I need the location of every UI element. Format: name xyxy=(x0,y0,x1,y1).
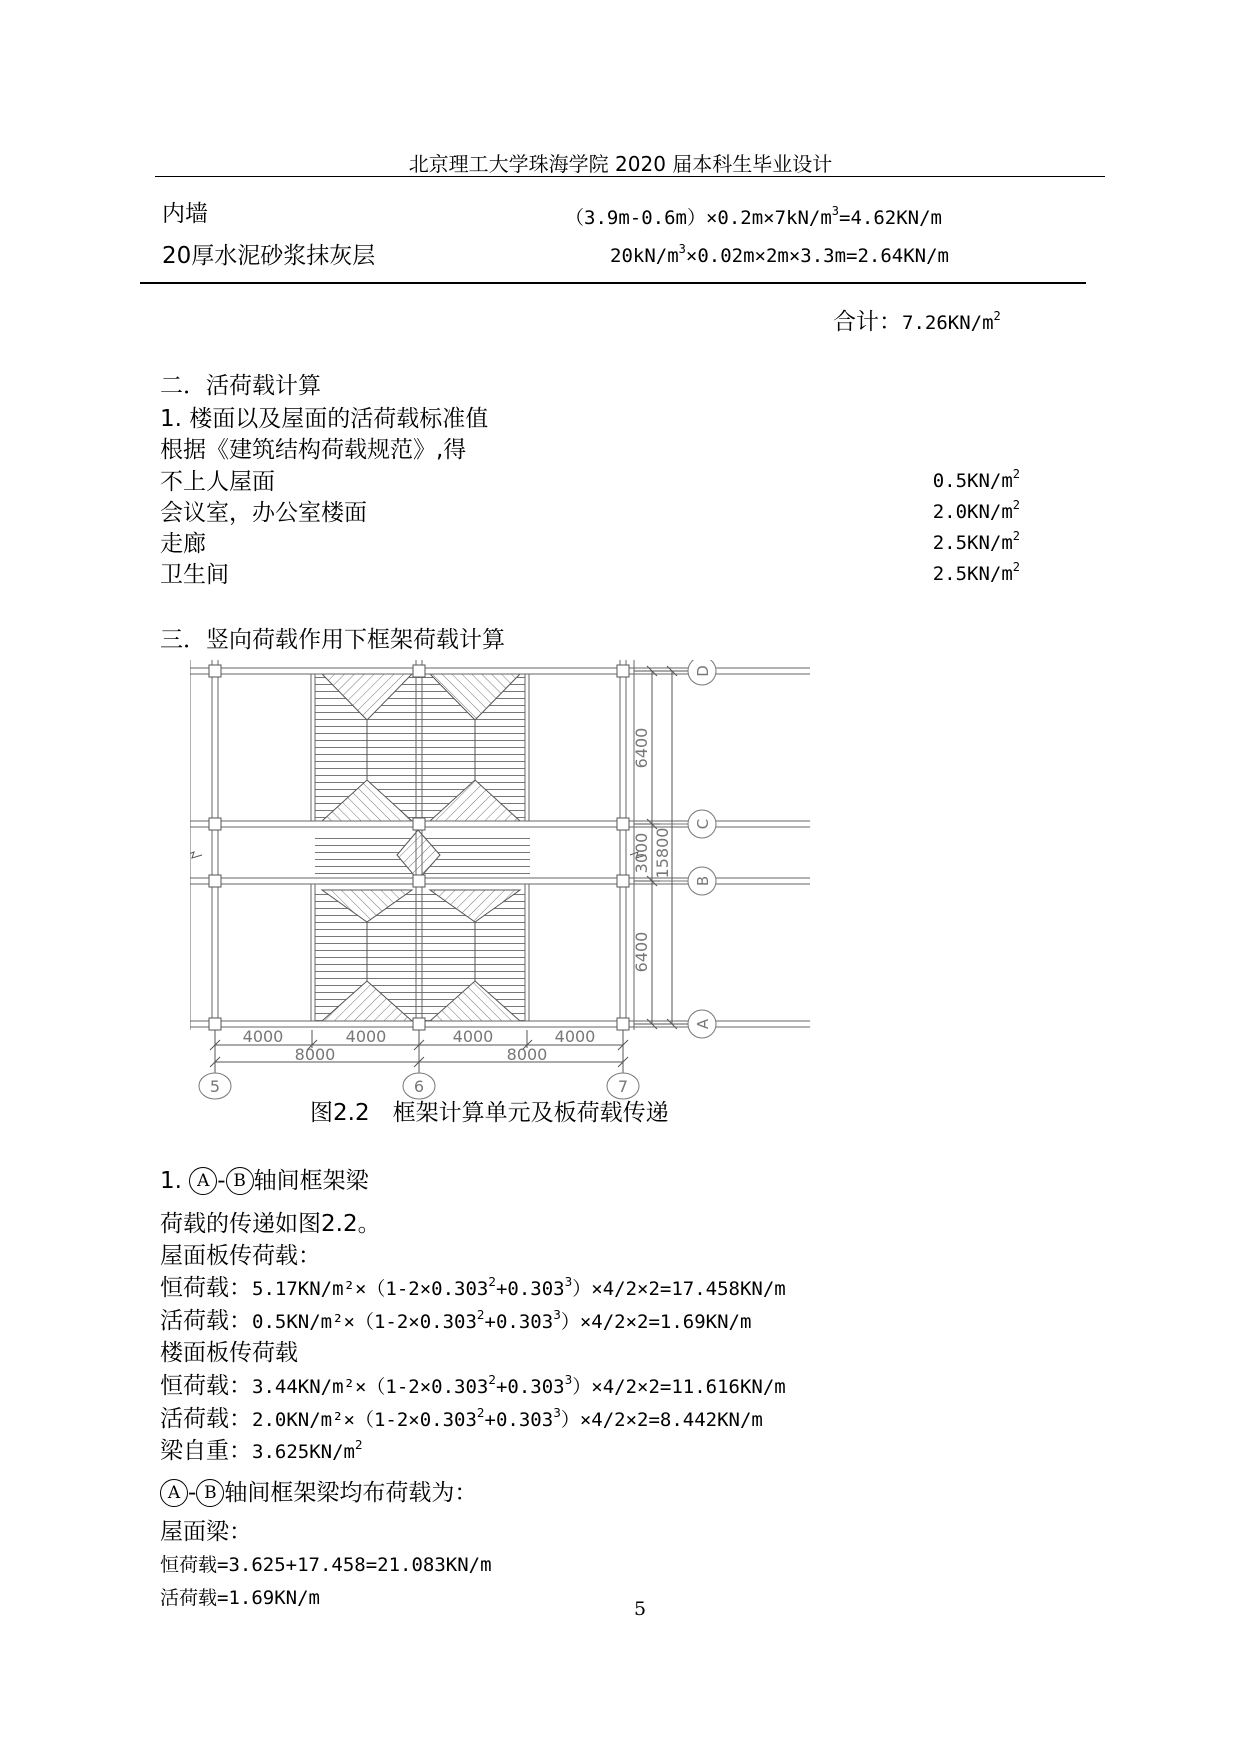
live-load-label-corridor: 走廊 xyxy=(160,531,206,557)
roof-beam-dead-load: 恒荷载=3.625+17.458=21.083KN/m xyxy=(160,1554,492,1576)
roof-beam-heading: 屋面梁： xyxy=(160,1519,252,1545)
total-line: 合计：$7.26KN/m^2$ xyxy=(833,309,1001,335)
svg-text:4000: 4000 xyxy=(345,1027,387,1046)
roof-dead-load-line: 恒荷载：$5.17KN/m^2\times(1-2\times 0.303^2+0.303^3)\times 4/2\times 2=17.458KN/m$ xyxy=(160,1275,786,1301)
axis-b-symbol: B xyxy=(226,1167,254,1195)
row-label-inner-wall: 内墙 xyxy=(162,201,208,227)
axis-label-C: C xyxy=(694,818,712,830)
live-load-label-office: 会议室，办公室楼面 xyxy=(160,500,367,526)
live-load-value-office: $2.0KN/m^2$ xyxy=(932,498,1020,523)
page-header-title: 北京理工大学珠海学院 2020 届本科生毕业设计 xyxy=(408,152,833,176)
live-load-value-corridor: $2.5KN/m^2$ xyxy=(932,529,1020,554)
section2-subheading: 1. 楼面以及屋面的活荷载标准值 xyxy=(160,406,489,432)
live-load-label-toilet: 卫生间 xyxy=(160,562,229,588)
svg-text:8000: 8000 xyxy=(294,1045,336,1064)
figure-caption: 图2.2 框架计算单元及板荷载传递 xyxy=(310,1100,669,1126)
floor-slab-heading: 楼面板传荷载 xyxy=(160,1340,298,1366)
svg-text:4000: 4000 xyxy=(452,1027,494,1046)
svg-text:4000: 4000 xyxy=(554,1027,596,1046)
axis-label-D: D xyxy=(694,665,712,677)
roof-slab-heading: 屋面板传荷载： xyxy=(160,1243,321,1269)
roof-beam-live-load: 活荷载=1.69KN/m xyxy=(160,1587,320,1609)
roof-live-load-line: 活荷载：$0.5KN/m^2\times(1-2\times 0.303^2+0.303^3)\times 4/2\times 2=1.69KN/m$ xyxy=(160,1308,752,1334)
section2-intro: 根据《建筑结构荷载规范》,得 xyxy=(160,437,467,463)
row-formula-plaster: $20kN/m^3\times 0.02m\times 2m\times 3.3m=2.64KN/m$ xyxy=(610,242,949,267)
section3-heading: 三．竖向荷载作用下框架荷载计算 xyxy=(160,627,505,653)
live-load-value-roof: $0.5KN/m^2$ xyxy=(932,467,1020,492)
axis-b-symbol: B xyxy=(196,1479,224,1507)
floor-dead-load-line: 恒荷载：$3.44KN/m^2\times(1-2\times 0.303^2+0.303^3)\times 4/2\times 2=11.616KN/m$ xyxy=(160,1373,786,1399)
live-load-label-roof: 不上人屋面 xyxy=(160,469,275,495)
row-formula-inner-wall: $(3.9m-0.6m)\times 0.2m\times 7kN/m^3=4.62KN/m$ xyxy=(565,204,942,229)
axis-label-7: 7 xyxy=(617,1077,629,1096)
axis-label-6: 6 xyxy=(413,1077,425,1096)
axis-label-5: 5 xyxy=(209,1077,221,1096)
svg-text:8000: 8000 xyxy=(506,1045,548,1064)
live-load-value-toilet: $2.5KN/m^2$ xyxy=(932,560,1020,585)
table-bottom-rule xyxy=(140,282,1086,284)
svg-text:4000: 4000 xyxy=(242,1027,284,1046)
beam-self-weight-line: 梁自重：$3.625KN/m^2$ xyxy=(160,1438,363,1464)
break-mark-left xyxy=(190,852,202,858)
svg-text:6400: 6400 xyxy=(632,727,651,769)
axis-a-symbol: A xyxy=(160,1479,188,1507)
floor-live-load-line: 活荷载：$2.0KN/m^2\times(1-2\times 0.303^2+0.303^3)\times 4/2\times 2=8.442KN/m$ xyxy=(160,1406,763,1432)
svg-text:15800: 15800 xyxy=(653,827,672,879)
frame-load-transfer-diagram xyxy=(190,660,810,1100)
axis-a-symbol: A xyxy=(189,1167,217,1195)
header-rule xyxy=(155,176,1105,177)
section3-1-heading: 1. A - B 轴间框架梁 xyxy=(160,1168,369,1194)
load-transfer-note: 荷载的传递如图2.2。 xyxy=(160,1211,381,1237)
axis-label-B: B xyxy=(694,875,712,887)
axis-label-A: A xyxy=(694,1018,712,1030)
section2-heading: 二．活荷载计算 xyxy=(160,373,321,399)
svg-text:6400: 6400 xyxy=(632,931,651,973)
page-number: 5 xyxy=(634,1598,647,1620)
svg-text:3000: 3000 xyxy=(632,832,651,874)
row-label-plaster: 20厚水泥砂浆抹灰层 xyxy=(162,243,376,269)
uniform-load-heading: A - B 轴间框架梁均布荷载为： xyxy=(160,1479,477,1507)
